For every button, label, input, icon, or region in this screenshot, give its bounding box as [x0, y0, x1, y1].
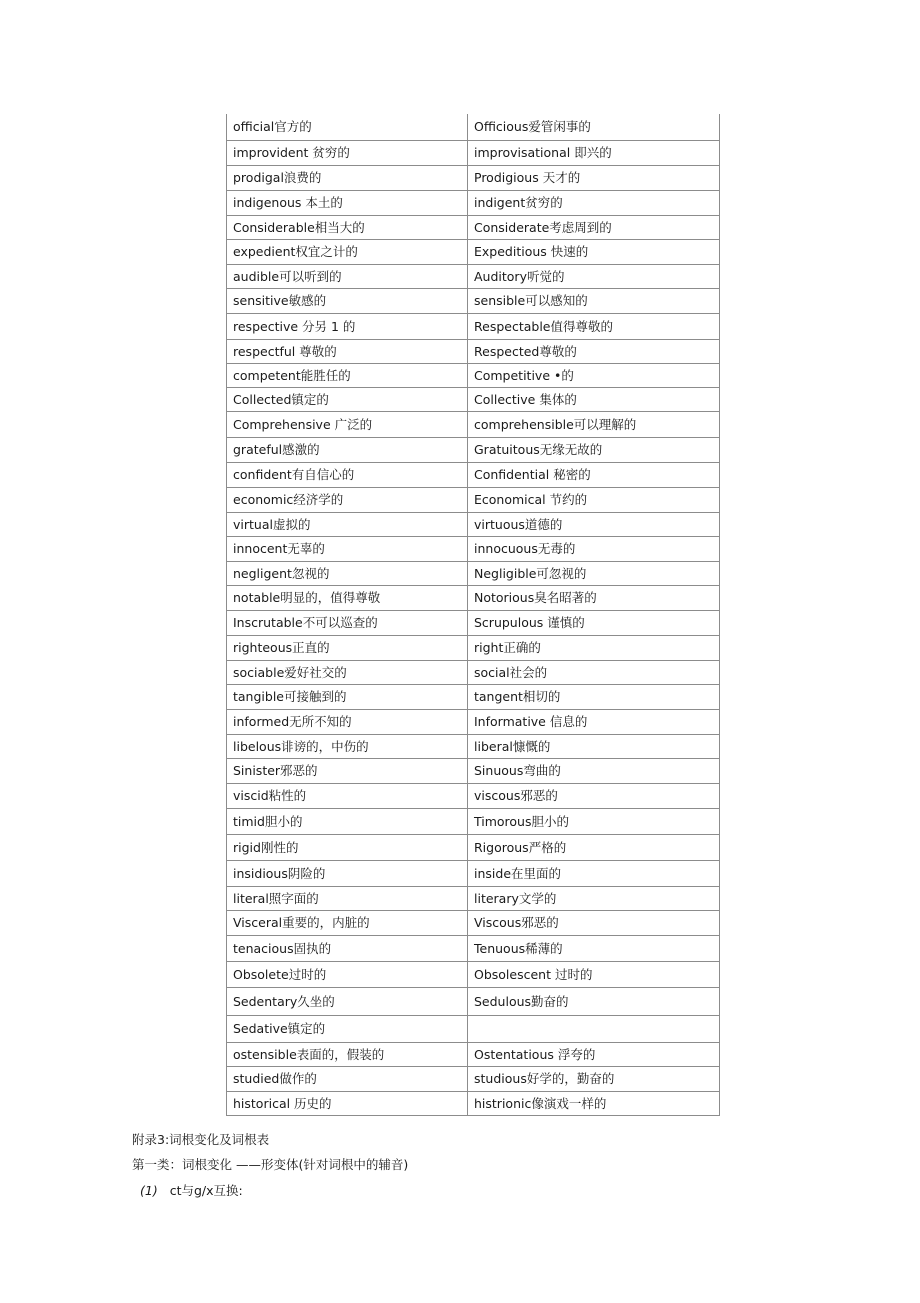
word-cell-right: Collective 集体的: [468, 387, 720, 411]
table-row: [227, 462, 720, 487]
word-cell-left: Sedative镇定的: [227, 1015, 468, 1042]
table-row: [227, 313, 720, 339]
word-cell-right: Gratuitous无缘无故的: [468, 437, 720, 462]
word-cell-right: Timorous胆小的: [468, 808, 720, 834]
word-cell-right: liberal慷慨的: [468, 734, 720, 758]
word-cell-right: Sedulous勤奋的: [468, 987, 720, 1015]
table-row: [227, 709, 720, 734]
word-comparison-table: [226, 114, 720, 1116]
table-row: [227, 437, 720, 462]
word-cell-left: prodigal浪费的: [227, 165, 468, 190]
table-row: [227, 536, 720, 561]
word-cell-left: improvident 贫穷的: [227, 140, 468, 165]
word-cell-right: Auditory听觉的: [468, 264, 720, 288]
word-cell-left: Comprehensive 广泛的: [227, 411, 468, 437]
word-cell-left: economic经济学的: [227, 487, 468, 512]
table-row: [227, 1015, 720, 1042]
word-cell-left: Inscrutable不可以巡查的: [227, 610, 468, 635]
word-cell-right: social社会的: [468, 660, 720, 684]
word-cell-right: innocuous无毒的: [468, 536, 720, 561]
table-row: [227, 635, 720, 660]
table-row: [227, 140, 720, 165]
table-row: [227, 610, 720, 635]
word-cell-right: comprehensible可以理解的: [468, 411, 720, 437]
item-number: (1): [140, 1183, 158, 1198]
table-row: [227, 860, 720, 886]
word-cell-right: Tenuous稀薄的: [468, 935, 720, 961]
word-cell-left: timid胆小的: [227, 808, 468, 834]
word-cell-right: Respected尊敬的: [468, 339, 720, 363]
word-cell-left: virtual虚拟的: [227, 512, 468, 536]
table-row: [227, 561, 720, 585]
word-cell-right: Rigorous严格的: [468, 834, 720, 860]
word-cell-right: Viscous邪恶的: [468, 910, 720, 935]
table-row: [227, 363, 720, 387]
word-cell-right: Sinuous弯曲的: [468, 758, 720, 783]
word-cell-right: Respectable值得尊敬的: [468, 313, 720, 339]
word-cell-right: Prodigious 天才的: [468, 165, 720, 190]
word-cell-left: sensitive敏感的: [227, 288, 468, 313]
table-row: [227, 1042, 720, 1066]
table-row: [227, 935, 720, 961]
word-cell-right: indigent贫穷的: [468, 190, 720, 215]
word-cell-right: histrionic像演戏一样的: [468, 1091, 720, 1115]
table-row: [227, 660, 720, 684]
table-row: [227, 190, 720, 215]
word-cell-left: expedient权宜之计的: [227, 239, 468, 264]
table-row: [227, 264, 720, 288]
table-row: [227, 114, 720, 140]
word-cell-right: Ostentatious 浮夸的: [468, 1042, 720, 1066]
word-cell-left: Considerable相当大的: [227, 215, 468, 239]
word-cell-left: Sedentary久坐的: [227, 987, 468, 1015]
word-cell-left: tenacious固执的: [227, 935, 468, 961]
word-cell-right: Notorious臭名昭著的: [468, 585, 720, 610]
word-cell-left: respective 分另 1 的: [227, 313, 468, 339]
table-row: [227, 288, 720, 313]
word-cell-left: historical 历史的: [227, 1091, 468, 1115]
word-cell-left: confident有自信心的: [227, 462, 468, 487]
table-row: [227, 886, 720, 910]
word-cell-left: innocent无辜的: [227, 536, 468, 561]
word-cell-right: Confidential 秘密的: [468, 462, 720, 487]
word-cell-right: Informative 信息的: [468, 709, 720, 734]
word-cell-left: tangible可接触到的: [227, 684, 468, 709]
table-row: [227, 1066, 720, 1091]
table-row: [227, 487, 720, 512]
word-cell-left: insidious阴险的: [227, 860, 468, 886]
word-cell-left: Obsolete过时的: [227, 961, 468, 987]
word-cell-left: competent能胜任的: [227, 363, 468, 387]
table-row: [227, 387, 720, 411]
category-heading: 第一类：词根变化 ——形变体(针对词根中的辅音): [132, 1157, 409, 1172]
word-cell-left: official官方的: [227, 114, 468, 140]
word-cell-left: Collected镇定的: [227, 387, 468, 411]
list-item: [140, 1181, 243, 1199]
word-cell-right: improvisational 即兴的: [468, 140, 720, 165]
table-row: [227, 215, 720, 239]
word-cell-left: righteous正直的: [227, 635, 468, 660]
word-cell-left: libelous诽谤的，中伤的: [227, 734, 468, 758]
word-cell-left: informed无所不知的: [227, 709, 468, 734]
word-cell-left: ostensible表面的，假装的: [227, 1042, 468, 1066]
table-row: [227, 1091, 720, 1115]
word-cell-right: Considerate考虑周到的: [468, 215, 720, 239]
word-cell-right: Scrupulous 谨慎的: [468, 610, 720, 635]
table-row: [227, 834, 720, 860]
item-text: ct与g/x互换:: [169, 1183, 243, 1198]
word-cell-left: respectful 尊敬的: [227, 339, 468, 363]
table-row: [227, 987, 720, 1015]
word-cell-left: indigenous 本土的: [227, 190, 468, 215]
word-cell-left: viscid粘性的: [227, 783, 468, 808]
table-row: [227, 758, 720, 783]
word-cell-left: sociable爱好社交的: [227, 660, 468, 684]
table-row: [227, 808, 720, 834]
word-cell-left: grateful感激的: [227, 437, 468, 462]
word-cell-left: negligent忽视的: [227, 561, 468, 585]
word-cell-left: Sinister邪恶的: [227, 758, 468, 783]
word-cell-right: sensible可以感知的: [468, 288, 720, 313]
table-row: [227, 165, 720, 190]
word-cell-right: Competitive •的: [468, 363, 720, 387]
word-cell-right: Officious爱管闲事的: [468, 114, 720, 140]
table-row: [227, 783, 720, 808]
word-cell-right: literary文学的: [468, 886, 720, 910]
word-cell-right: viscous邪恶的: [468, 783, 720, 808]
table-row: [227, 585, 720, 610]
word-cell-right: Economical 节约的: [468, 487, 720, 512]
word-cell-right: studious好学的，勤奋的: [468, 1066, 720, 1091]
word-cell-left: literal照字面的: [227, 886, 468, 910]
table-row: [227, 734, 720, 758]
word-cell-right: right正确的: [468, 635, 720, 660]
table-row: [227, 910, 720, 935]
word-cell-right: Obsolescent 过时的: [468, 961, 720, 987]
word-cell-right: Expeditious 快速的: [468, 239, 720, 264]
word-cell-left: notable明显的，值得尊敬: [227, 585, 468, 610]
word-cell-right: virtuous道德的: [468, 512, 720, 536]
word-cell-right: [468, 1015, 720, 1042]
table-row: [227, 684, 720, 709]
table-body: [227, 114, 720, 1115]
table-row: [227, 339, 720, 363]
word-cell-left: studied做作的: [227, 1066, 468, 1091]
word-cell-right: Negligible可忽视的: [468, 561, 720, 585]
word-cell-left: Visceral重要的，内脏的: [227, 910, 468, 935]
word-cell-right: tangent相切的: [468, 684, 720, 709]
table-row: [227, 961, 720, 987]
appendix-heading: 附录3:词根变化及词根表: [132, 1132, 270, 1147]
table-row: [227, 512, 720, 536]
word-cell-left: audible可以听到的: [227, 264, 468, 288]
word-cell-left: rigid刚性的: [227, 834, 468, 860]
table-row: [227, 239, 720, 264]
table-row: [227, 411, 720, 437]
word-cell-right: inside在里面的: [468, 860, 720, 886]
